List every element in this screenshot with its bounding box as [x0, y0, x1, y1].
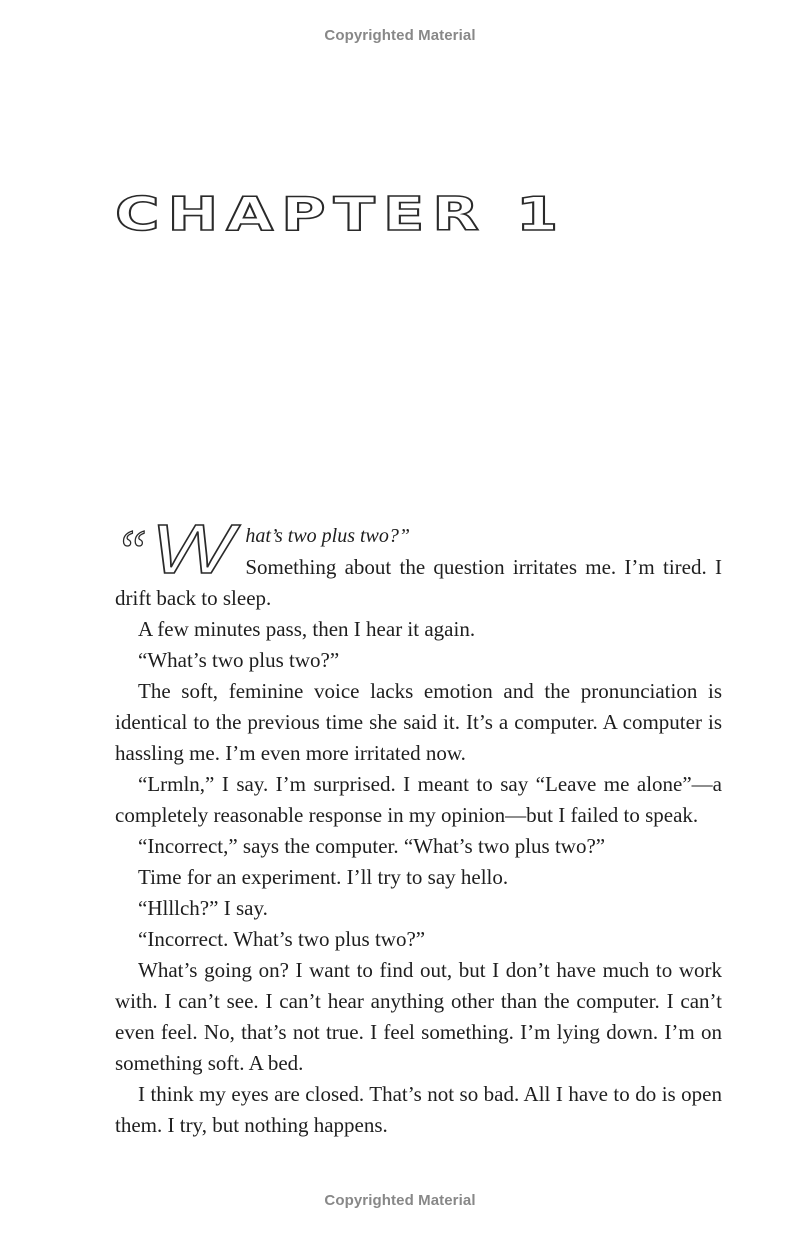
paragraph: Time for an experiment. I’ll try to say hello.: [138, 865, 509, 889]
paragraph: What’s going on? I want to find out, but I don’t have much to work with. I can’t see. I can’t hear anything other than the computer. I can’t even feel. No, that’s not true. I feel something. I’m lying down. I’m on something soft. A bed.: [115, 958, 722, 1075]
paragraph: “Incorrect. What’s two plus two?”: [138, 927, 426, 951]
drop-cap-letter: W: [151, 510, 234, 588]
paragraph: “Incorrect,” says the computer. “What’s two plus two?”: [138, 834, 606, 858]
paragraph: The soft, feminine voice lacks emotion and the pronunciation is identical to the previous time she said it. It’s a computer. A computer is hassling me. I’m even more irritated now.: [115, 679, 722, 765]
paragraph: “What’s two plus two?”: [138, 648, 340, 672]
paragraph: I think my eyes are closed. That’s not so bad. All I have to do is open them. I try, but nothing happens.: [115, 1082, 722, 1137]
paragraph: A few minutes pass, then I hear it again.: [138, 617, 476, 641]
opening-paragraph: [115, 510, 722, 614]
opening-first-line: hat’s two plus two?”: [245, 525, 411, 547]
paragraph: “Hlllch?” I say.: [138, 896, 268, 920]
chapter-heading: CHAPTER 1: [115, 187, 567, 241]
header-copyright-notice: Copyrighted Material: [324, 27, 476, 44]
opening-continuation: Something about the question irritates me. I’m tired. I drift back to sleep.: [115, 555, 722, 610]
chapter-body: [115, 510, 722, 1141]
footer-copyright-notice: Copyrighted Material: [324, 1192, 476, 1209]
drop-cap-quote-mark: “: [115, 518, 148, 583]
paragraph: “Lrmln,” I say. I’m surprised. I meant to say “Leave me alone”—a completely reasonable response in my opinion—but I failed to speak.: [115, 772, 722, 827]
